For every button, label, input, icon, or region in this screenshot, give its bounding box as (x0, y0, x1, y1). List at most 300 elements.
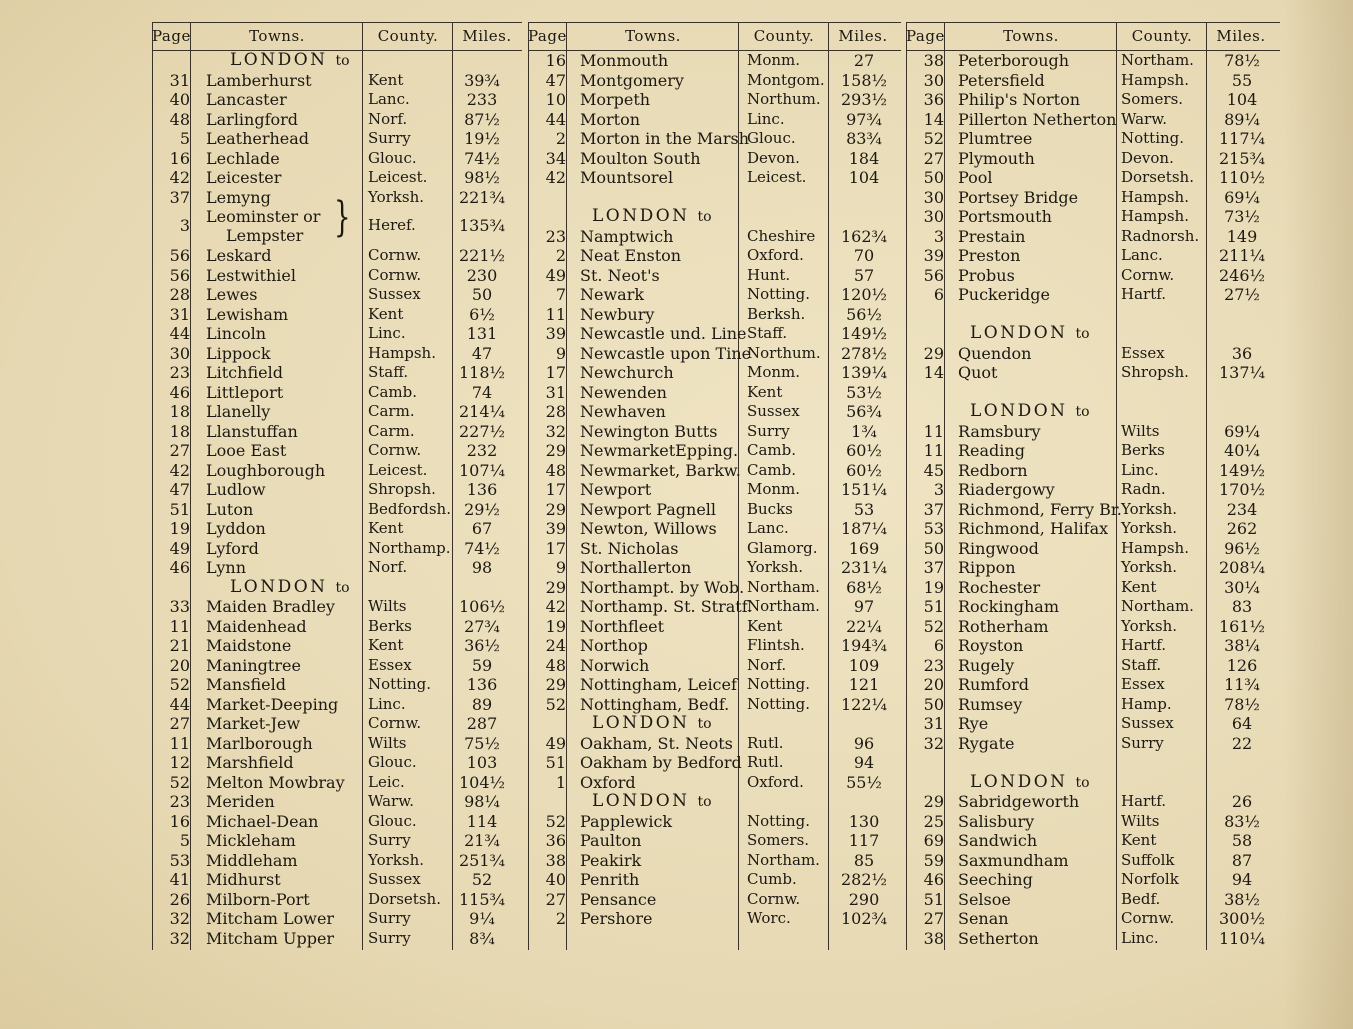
table-row (906, 675, 1280, 695)
county-name: Cheshire (747, 226, 816, 245)
heading-to: to (697, 716, 712, 732)
county-name: Rutl. (747, 753, 784, 771)
town-name: Morton (580, 109, 641, 129)
town-name: Newark (580, 285, 645, 304)
page-number: 42 (169, 460, 190, 480)
miles-value: 30¼ (1224, 577, 1260, 597)
page-number: 27 (169, 714, 190, 733)
town-name: Maningtree (206, 655, 301, 675)
county-name: Kent (747, 382, 783, 401)
town-name: Newington Butts (580, 421, 718, 441)
page-number: 11 (169, 733, 190, 753)
miles-value: 230 (466, 265, 498, 285)
county-name: Surry (368, 129, 411, 147)
page-number: 2 (555, 909, 566, 928)
county-name: Hampsh. (368, 343, 436, 362)
town-name: Newton, Willows (580, 519, 717, 538)
town-name: Montgomery (580, 70, 684, 90)
page-number: 26 (169, 889, 190, 909)
miles-value: 85 (853, 850, 875, 870)
section-heading (906, 773, 1280, 793)
column-header (906, 22, 1280, 51)
county-name: Yorksh. (747, 558, 804, 576)
town-name: Maidenhead (206, 616, 307, 636)
table-row (906, 812, 1280, 832)
page-number: 32 (169, 928, 190, 948)
table-row (152, 71, 522, 91)
county-name: Norf. (747, 655, 787, 674)
miles-value: 47 (471, 343, 493, 363)
miles-value: 97 (853, 597, 875, 616)
page-number: 50 (923, 168, 944, 187)
miles-value: 208¼ (1218, 558, 1266, 577)
town-name: Plymouth (958, 148, 1035, 168)
page-number: 6 (933, 285, 944, 304)
miles-value: 169 (848, 538, 880, 558)
county-name: Berksh. (747, 304, 806, 323)
county-name: Oxford. (747, 772, 804, 791)
miles-value: 114 (466, 811, 498, 831)
miles-value: 262 (1226, 519, 1258, 538)
county-name: Camb. (368, 382, 418, 401)
county-name: Shropsh. (1121, 363, 1189, 381)
table-row (152, 812, 522, 832)
miles-value: 94 (853, 753, 875, 772)
page-number: 32 (169, 909, 190, 928)
county-name: Sussex (1121, 714, 1174, 732)
header-miles: Miles. (838, 27, 888, 45)
county-name: Glouc. (368, 148, 417, 167)
table-row (528, 422, 901, 442)
table-row (906, 441, 1280, 461)
town-name: Seeching (958, 870, 1033, 889)
county-name: Sussex (747, 402, 800, 420)
page-number: 34 (545, 148, 566, 168)
page-number: 44 (545, 109, 566, 129)
page-number: 20 (169, 655, 190, 675)
county-name: Bucks (747, 499, 793, 518)
miles-value: 104½ (458, 772, 506, 792)
table-row (528, 831, 901, 851)
town-name: Rumsey (958, 694, 1023, 714)
table-row (152, 480, 522, 500)
page-number: 52 (923, 616, 944, 636)
town-name: Mitcham Lower (206, 909, 335, 928)
miles-value: 246½ (1218, 265, 1266, 285)
town-name: Quendon (958, 343, 1032, 363)
table-row (528, 129, 901, 149)
table-row (906, 90, 1280, 110)
page-number: 44 (169, 694, 190, 714)
table-row (528, 558, 901, 578)
heading-london: LONDON (970, 401, 1068, 421)
town-name: Lemyng (206, 187, 271, 207)
section-heading (906, 324, 1280, 344)
town-name: Royston (958, 636, 1024, 655)
county-name: Shropsh. (368, 480, 436, 498)
page-number: 42 (545, 168, 566, 187)
table-row (528, 344, 901, 364)
page-number: 19 (545, 616, 566, 636)
miles-value: 29½ (464, 499, 500, 519)
town-name: Rumford (958, 675, 1029, 694)
town-name: Newhaven (580, 402, 666, 421)
miles-value: 151¼ (840, 480, 888, 499)
town-name: Pensance (580, 889, 657, 909)
town-name: Michael-Dean (206, 811, 319, 831)
table-row (528, 90, 901, 110)
page-number: 11 (545, 304, 566, 324)
county-name: Yorksh. (1121, 558, 1178, 576)
town-name: Monmouth (580, 51, 669, 70)
page-number: 52 (545, 694, 566, 714)
town-name: Melton Mowbray (206, 772, 345, 792)
town-name: Neat Enston (580, 246, 682, 265)
town-name: Maiden Bradley (206, 597, 335, 616)
section-heading-text (970, 324, 1090, 344)
miles-value: 83 (1231, 597, 1253, 616)
town-name: Marshfield (206, 753, 294, 772)
town-name: Leicester (206, 168, 282, 187)
miles-value: 9¼ (469, 909, 495, 928)
page-number: 28 (545, 402, 566, 421)
miles-value: 139¼ (840, 363, 888, 382)
blank-row (528, 188, 901, 208)
town-name: Loughborough (206, 460, 326, 480)
miles-value: 59 (471, 655, 493, 675)
town-name: Lippock (206, 343, 271, 363)
heading-to: to (1075, 404, 1090, 420)
town-name: Plumtree (958, 129, 1033, 148)
header-miles: Miles. (1216, 27, 1266, 45)
section-heading-text (970, 773, 1090, 793)
page-number: 52 (169, 675, 190, 694)
county-name: Wilts (1121, 811, 1160, 830)
heading-london: LONDON (592, 791, 690, 811)
page-number: 7 (555, 285, 566, 304)
county-name: Lanc. (1121, 246, 1163, 264)
county-name: Worc. (747, 909, 791, 927)
page-number: 46 (169, 558, 190, 577)
page-number: 52 (169, 772, 190, 792)
county-name: Cornw. (368, 265, 422, 284)
page-number: 37 (923, 558, 944, 577)
table-row (906, 851, 1280, 871)
page-number: 27 (923, 909, 944, 928)
town-name: Newcastle und. Line (580, 324, 747, 343)
page-number: 30 (923, 207, 944, 226)
page-number: 18 (169, 402, 190, 421)
miles-value: 104 (848, 168, 880, 187)
page-number: 31 (169, 304, 190, 324)
table-row (528, 246, 901, 266)
page-number: 16 (169, 811, 190, 831)
county-name: Montgom. (747, 70, 825, 89)
county-name: Berks (368, 616, 412, 635)
county-name: Glouc. (368, 753, 417, 771)
county-name: Norfolk (1121, 870, 1179, 888)
county-name: Bedfordsh. (368, 499, 451, 518)
table-row (906, 558, 1280, 578)
town-name: Newchurch (580, 363, 674, 382)
miles-value: 300½ (1218, 909, 1266, 928)
miles-value: 38¼ (1224, 636, 1260, 655)
town-name: Litchfield (206, 363, 283, 382)
table-row (152, 753, 522, 773)
table-row (528, 71, 901, 91)
miles-value: 96½ (1224, 538, 1260, 558)
town-name: Lewes (206, 285, 258, 304)
miles-value: 109 (848, 655, 880, 675)
town-name: Marlborough (206, 733, 313, 753)
miles-value: 22¼ (846, 616, 882, 636)
page-number: 29 (545, 577, 566, 597)
page-number: 11 (169, 616, 190, 636)
page-number: 24 (545, 636, 566, 655)
page-number: 17 (545, 363, 566, 382)
table-row (528, 480, 901, 500)
table-row (528, 363, 901, 383)
page-number: 45 (923, 460, 944, 480)
table-row (152, 714, 522, 734)
miles-value: 126 (1226, 655, 1258, 675)
county-name: Monm. (747, 480, 801, 498)
table-row (906, 363, 1280, 383)
page-number: 3 (933, 226, 944, 246)
county-name: Suffolk (1121, 850, 1175, 869)
table-row (528, 441, 901, 461)
town-name: Larlingford (206, 109, 299, 129)
page-number: 39 (545, 519, 566, 538)
miles-value: 52 (471, 870, 493, 889)
table-column-3 (906, 22, 1280, 950)
town-name: Mountsorel (580, 168, 674, 187)
miles-value: 78½ (1224, 694, 1260, 714)
town-name: Newport (580, 480, 652, 499)
miles-value: 211¼ (1218, 246, 1266, 265)
header-page: Page (152, 27, 191, 45)
heading-london: LONDON (592, 206, 690, 226)
miles-value: 50 (471, 285, 493, 304)
page-number: 14 (923, 109, 944, 129)
table-row (152, 890, 522, 910)
heading-london: LONDON (970, 323, 1068, 343)
county-name: Cornw. (368, 246, 422, 264)
miles-value: 214¼ (458, 402, 506, 421)
page-number: 44 (169, 324, 190, 343)
town-name: Rockingham (958, 597, 1060, 616)
miles-value: 39¾ (464, 70, 500, 90)
county-name: Monm. (747, 51, 801, 69)
miles-value: 70 (853, 246, 875, 265)
table-row (152, 909, 522, 929)
blank-row (906, 305, 1280, 325)
page-number: 39 (545, 324, 566, 343)
miles-value: 161½ (1218, 616, 1266, 636)
table-row (528, 461, 901, 481)
miles-value: 55 (1231, 70, 1253, 90)
county-name: Yorksh. (368, 850, 425, 869)
miles-value: 87½ (464, 109, 500, 129)
miles-value: 94 (1231, 870, 1253, 889)
table-row (152, 929, 522, 949)
miles-value: 96 (853, 733, 875, 753)
county-name: Cornw. (747, 889, 801, 908)
town-name: Littleport (206, 382, 284, 402)
miles-value: 110¼ (1218, 928, 1266, 948)
county-name: Leic. (368, 772, 405, 791)
town-name: Selsoe (958, 889, 1011, 909)
table-row (906, 71, 1280, 91)
county-name: Notting. (368, 675, 432, 693)
county-name: Northum. (747, 343, 821, 362)
county-name: Oxford. (747, 246, 804, 264)
town-name: Redborn (958, 460, 1028, 480)
table-row (528, 890, 901, 910)
page-number: 69 (923, 831, 944, 850)
town-name: Petersfield (958, 70, 1045, 90)
page-number: 18 (169, 421, 190, 441)
section-heading (528, 792, 901, 812)
county-name: Hampsh. (1121, 187, 1189, 206)
table-row (528, 168, 901, 188)
table-row (152, 246, 522, 266)
table-row (906, 51, 1280, 71)
town-name: Oxford (580, 772, 636, 792)
county-name: Lanc. (368, 90, 410, 108)
county-name: Camb. (747, 441, 797, 459)
heading-to: to (1075, 774, 1090, 791)
table-row (528, 636, 901, 656)
table-row (152, 519, 522, 539)
page-number: 52 (923, 129, 944, 148)
table-row (152, 773, 522, 793)
county-name: Kent (1121, 831, 1157, 849)
miles-value: 89¼ (1224, 109, 1260, 129)
town-name: Llanstuffan (206, 421, 298, 441)
county-name: Surry (1121, 733, 1164, 752)
town-name: Northallerton (580, 558, 692, 577)
miles-value: 21¾ (464, 831, 500, 850)
page-number: 29 (545, 499, 566, 519)
miles-value: 27¾ (464, 616, 500, 636)
page-number: 17 (545, 538, 566, 558)
town-name: Ludlow (206, 480, 266, 499)
town-name: Philip's Norton (958, 90, 1081, 109)
town-name: Saxmundham (958, 850, 1069, 870)
table-row (152, 792, 522, 812)
blank-row (906, 753, 1280, 773)
town-name: Lyford (206, 538, 259, 558)
town-name: Prestain (958, 226, 1026, 246)
table-row (152, 675, 522, 695)
miles-value: 233 (466, 90, 498, 109)
miles-value: 98¼ (464, 792, 500, 811)
town-name: Oakham by Bedford (580, 753, 742, 772)
table-row (152, 441, 522, 461)
town-name: Rotherham (958, 616, 1049, 636)
county-name: Yorksh. (1121, 616, 1178, 635)
miles-value: 293½ (840, 90, 888, 109)
county-name: Sussex (368, 870, 421, 888)
page-number: 32 (923, 733, 944, 753)
section-heading-text (970, 402, 1090, 422)
heading-london: LONDON (592, 713, 690, 733)
page-number: 9 (555, 343, 566, 363)
town-name: Midhurst (206, 870, 281, 889)
page-number: 59 (923, 850, 944, 870)
miles-value: 83½ (1224, 811, 1260, 831)
table-row (528, 851, 901, 871)
heading-to: to (697, 794, 712, 810)
table-row (906, 227, 1280, 247)
county-name: Northam. (1121, 597, 1194, 615)
town-name: Richmond, Halifax (958, 519, 1109, 538)
table-row (906, 422, 1280, 442)
page-number: 16 (545, 51, 566, 70)
county-name: Yorksh. (368, 187, 425, 206)
town-name: St. Neot's (580, 265, 660, 285)
miles-value: 89 (471, 694, 493, 714)
miles-value: 104 (1226, 90, 1258, 109)
table-row (906, 792, 1280, 812)
table-row (528, 734, 901, 754)
town-name: Peterborough (958, 51, 1070, 70)
county-name: Glouc. (368, 811, 417, 830)
town-name: Middleham (206, 850, 298, 870)
miles-value: 97¾ (846, 109, 882, 129)
table-row (906, 714, 1280, 734)
town-name: Morton in the Marsh (580, 129, 749, 148)
table-row (528, 909, 901, 929)
page-number: 5 (179, 129, 190, 148)
county-name: Northam. (747, 597, 820, 615)
miles-value: 98 (471, 558, 493, 577)
table-row (528, 870, 901, 890)
table-row (152, 870, 522, 890)
page-number: 41 (169, 870, 190, 889)
miles-value: 69¼ (1224, 187, 1260, 207)
town-name: Rugely (958, 655, 1015, 675)
town-name: Northampt. by Wob. (580, 577, 745, 597)
table-row (906, 870, 1280, 890)
miles-value: 136 (466, 480, 498, 499)
page-number: 11 (923, 441, 944, 460)
miles-value: 27 (853, 51, 875, 70)
miles-value: 162¾ (840, 226, 888, 246)
town-name: Leatherhead (206, 129, 310, 148)
table-row (152, 558, 522, 578)
table-row (152, 266, 522, 286)
county-name: Staff. (368, 363, 409, 381)
miles-value: 221½ (458, 246, 506, 265)
county-name: Yorksh. (1121, 519, 1178, 537)
table-row (906, 597, 1280, 617)
miles-value: 120½ (840, 285, 888, 304)
town-name: Lechlade (206, 148, 280, 168)
miles-value: 8¾ (469, 928, 495, 948)
county-name: Hunt. (747, 265, 791, 284)
header-towns: Towns. (249, 27, 305, 45)
miles-value: 187¼ (840, 519, 888, 538)
miles-value: 287 (466, 714, 498, 733)
miles-value: 60½ (846, 460, 882, 480)
table-row (906, 831, 1280, 851)
county-name: Flintsh. (747, 636, 805, 654)
page-number: 5 (179, 831, 190, 850)
page-number: 31 (169, 70, 190, 90)
table-row (528, 597, 901, 617)
